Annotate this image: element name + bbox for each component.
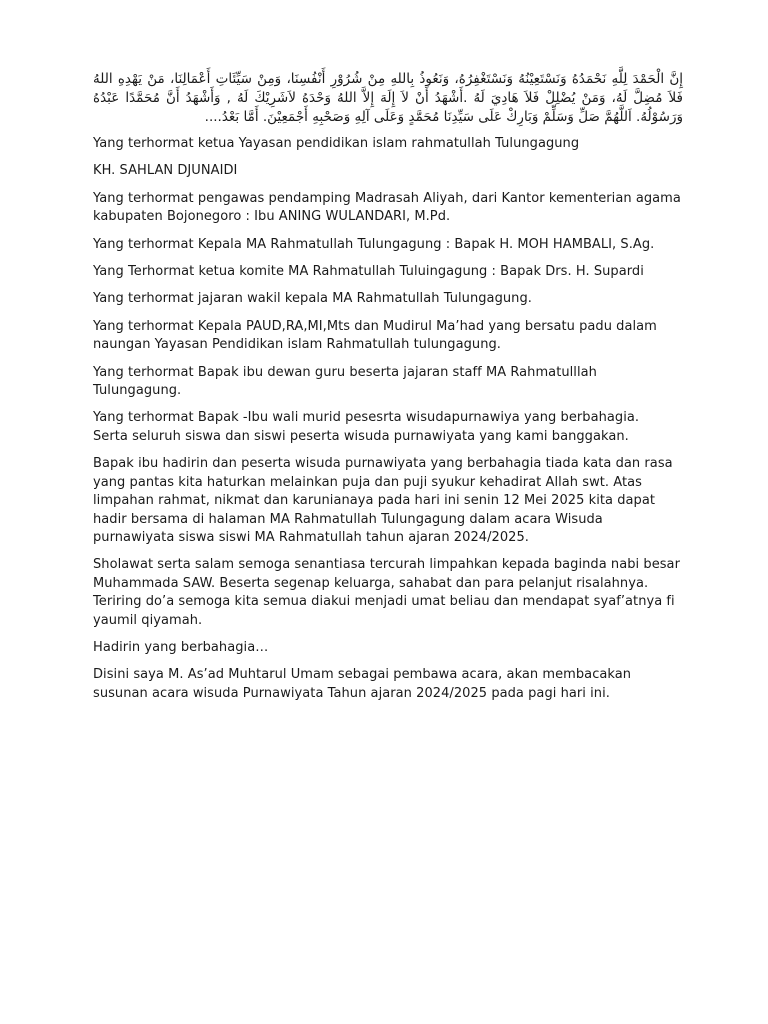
greeting-students-line: Serta seluruh siswa dan siswi peserta wisuda purnawiyata yang kami banggakan. [93,428,629,444]
greeting-teachers: Yang terhormat Bapak ibu dewan guru beserta jajaran staff MA Rahmatulllah Tulungagung. [93,364,597,399]
greeting-yayasan-chair: Yang terhormat ketua Yayasan pendidikan islam rahmatullah Tulungagung [93,136,580,151]
audience-address: Hadirin yang berbahagia… [93,639,269,655]
greeting-school-heads: Yang terhormat Kepala PAUD,RA,MI,Mts dan Mudirul Ma’had yang bersatu padu dalam naungan Yayasan Pendidikan islam Rahmatullah tulungagung. [93,318,657,353]
sholawat-paragraph: Sholawat serta salam semoga senantiasa tercurah limpahkan kepada baginda nabi besar Muhammada SAW. Beserta segenap keluarga, sahabat dan para pelanjut risalahnya. Teriring do’a semoga kita semua diakui menjadi umat beliau dan mendapat syaf’atnya fi yaumil qiyamah. [93,557,680,628]
greeting-parents-students [93,409,683,446]
greeting-committee-chair: Yang Terhormat ketua komite MA Rahmatullah Tuluingagung : Bapak Drs. H. Supardi [93,264,644,280]
opening-gratitude-paragraph: Bapak ibu hadirin dan peserta wisuda purnawiyata yang berbahagia tiada kata dan rasa yang pantas kita haturkan melainkan puja dan puji syukur kehadirat Allah swt. Atas limpahan rahmat, nikmat dan karunianaya pada hari ini senin 12 Mei 2025 kita dapat hadir bersama di halaman MA Rahmatullah Tulungagung dalam acara Wisuda purnawiyata siswa siswi MA Rahmatullah tahun ajaran 2024/2025. [93,456,673,545]
greeting-supervisor: Yang terhormat pengawas pendamping Madrasah Aliyah, dari Kantor kementerian agama kabupaten Bojonegoro : Ibu ANING WULANDARI, M.Pd. [93,190,681,225]
document-page [93,70,683,712]
greeting-chair-name: KH. SAHLAN DJUNAIDI [93,163,238,179]
greeting-vice-heads: Yang terhormat jajaran wakil kepala MA Rahmatullah Tulungagung. [93,291,532,307]
mc-introduction-paragraph: Disini saya M. As’ad Muhtarul Umam sebagai pembawa acara, akan membacakan susunan acara wisuda Purnawiyata Tahun ajaran 2024/2025 pada pagi hari ini. [93,667,632,701]
greeting-parents-line: Yang terhormat Bapak -Ibu wali murid pesesrta wisudapurnawiya yang berbahagia. [93,410,640,426]
arabic-opening-prayer: إِنَّ الْحَمْدَ لِلَّهِ نَحْمَدُهُ وَنَسْتَعِيْنُهُ وَنَسْتَغْفِرُهُ، وَنَعُوذُ بِاللهِ مِنْ شُرُوْرِ أَنْفُسِنَا، وَمِنْ سَيِّئَاتِ أَعْمَالِنَا، مَنْ يَهْدِهِ اللهُ فَلاَ مُضِلَّ لَهُ، وَمَنْ يُضْلِلْ فَلاَ هَادِيَ لَهُ .أَشْهَدُ أَنْ لاَ إِلَهَ إِلاَّ اللهُ وَحْدَهُ لاَشَرِيْكَ لَهُ , وَأَشْهَدُ أَنَّ مُحَمَّدًا عَبْدُهُ وَرَسُوْلُهُ. اَللَّهُمَّ صَلِّ وَسَلِّمْ وَبَارِكْ عَلَى سَيِّدِنَا مُحَمَّدٍ وَعَلَى آلِهِ وَصَحْبِهِ أَجْمَعِيْنَ. أَمَّا بَعْدُ.... [93,71,683,125]
greeting-headmaster: Yang terhormat Kepala MA Rahmatullah Tulungagung : Bapak H. MOH HAMBALI, S.Ag. [93,236,655,252]
